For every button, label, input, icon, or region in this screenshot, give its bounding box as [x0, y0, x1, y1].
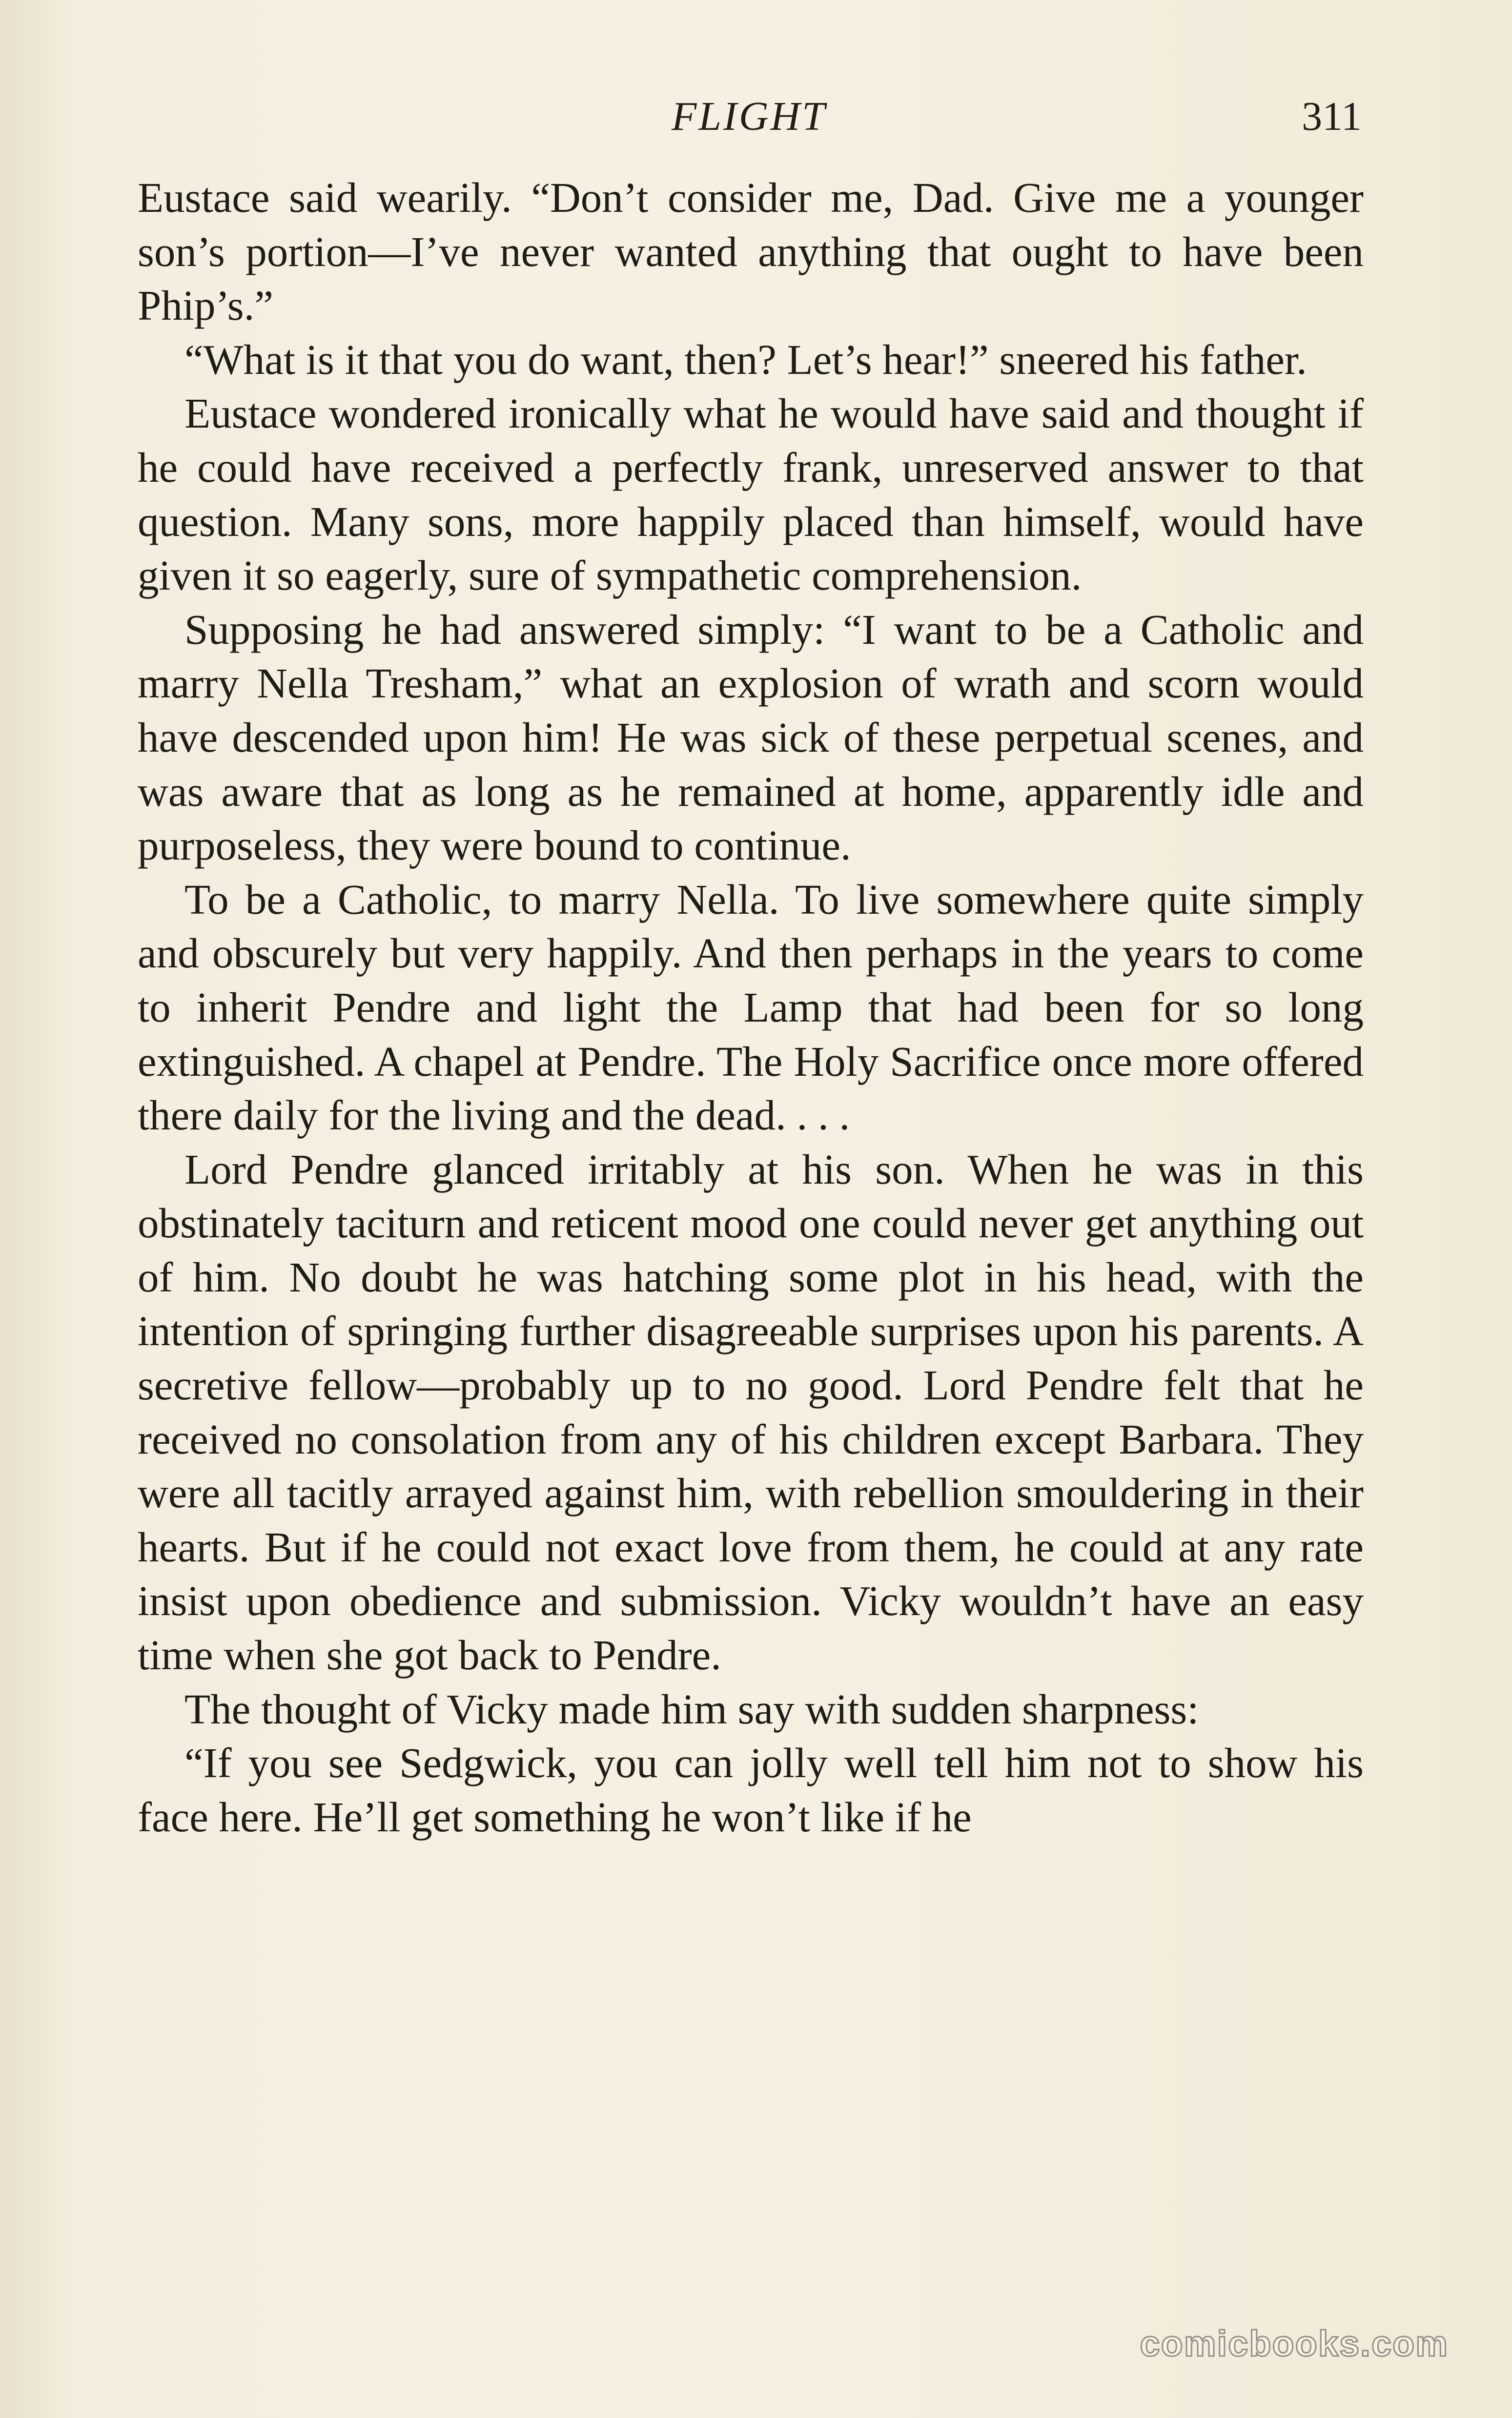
paragraph: To be a Catholic, to marry Nella. To live somewhere quite simply and obscurely but very happily. And then perhaps in the years to come to inherit Pendre and light the Lamp that had been for so long extinguished. A chapel at Pendre. The Holy Sacrifice once more offered there daily for the living and the dead. . . . [138, 875, 1364, 1139]
paragraph: “If you see Sedgwick, you can jolly well tell him not to show his face here. He’ll get something he won’t like if he [138, 1739, 1364, 1841]
watermark: comicbooks.com [1140, 2323, 1449, 2364]
paragraph: Eustace wondered ironically what he would have said and thought if he could have received a perfectly frank, unreserved answer to that question. Many sons, more happily placed than himself, would have given it so eagerly, sure of sympathetic comprehension. [138, 389, 1364, 599]
paragraph: “What is it that you do want, then? Let’s hear!” sneered his father. [184, 335, 1307, 383]
paragraph: Lord Pendre glanced irritably at his son. When he was in this obstinately taciturn and reticent mood one could never get anything out of him. No doubt he was hatching some plot in his head, with the intention of springing further disagreeable surprises upon his parents. A secretive fellow—probably up to no good. Lord Pendre felt that he received no consolation from any of his children except Barbara. They were all tacitly arrayed against him, with rebellion smouldering in their hearts. But if he could not exact love from them, he could at any rate insist upon obedience and submission. Vicky wouldn’t have an easy time when she got back to Pendre. [138, 1145, 1364, 1679]
paragraph: Eustace said wearily. “Don’t consider me, Dad. Give me a younger son’s portion—I’ve never wanted anything that ought to have been Phip’s.” [138, 174, 1364, 329]
paragraph: Supposing he had answered simply: “I want to be a Catholic and marry Nella Tresham,” what an explosion of wrath and scorn would have descended upon him! He was sick of these perpetual scenes, and was aware that as long as he remained at home, apparently idle and purposeless, they were bound to continue. [138, 605, 1364, 869]
running-title: FLIGHT [671, 94, 827, 139]
paragraph: The thought of Vicky made him say with sudden sharpness: [184, 1685, 1199, 1733]
page-header [137, 83, 1362, 142]
page-number: 311 [1302, 94, 1362, 139]
body-text [138, 171, 1364, 1844]
